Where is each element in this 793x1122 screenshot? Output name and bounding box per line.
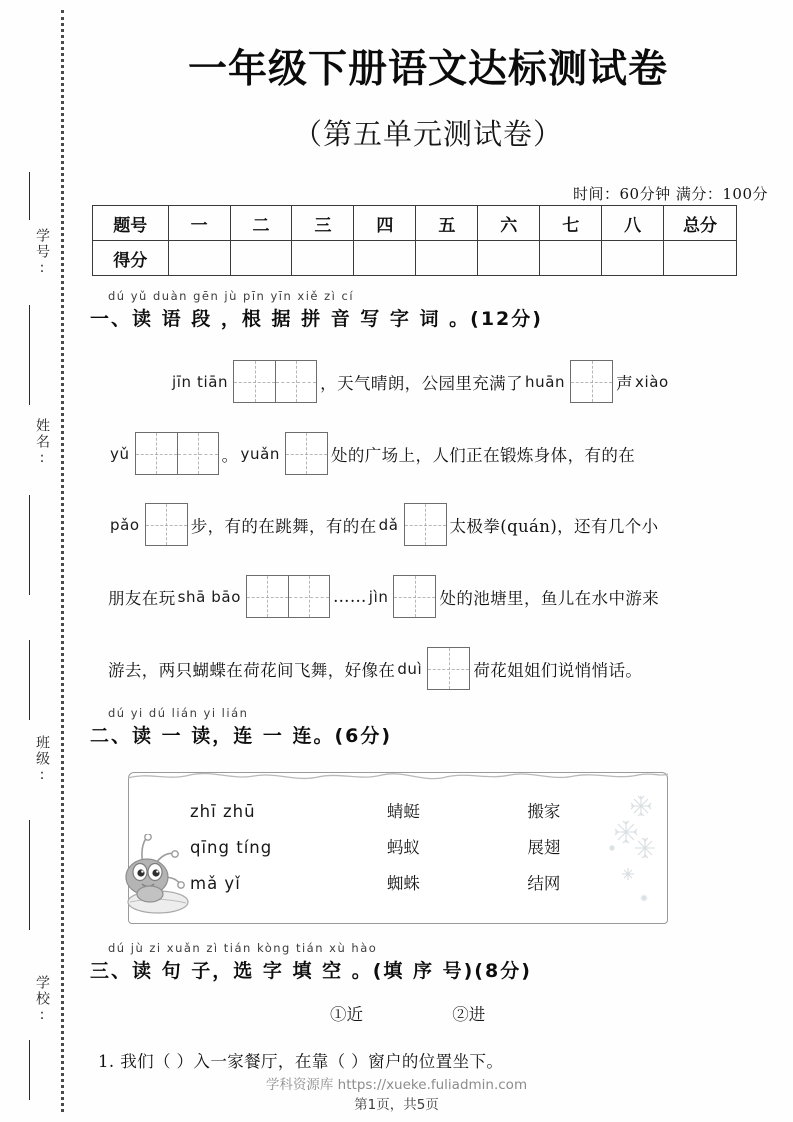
writing-box-cell[interactable] [394,576,435,617]
passage-pinyin: dǎ [378,515,399,534]
passage-text: 朋友在玩 [108,588,176,608]
matching-exercise-box [128,772,668,924]
match-verb-1[interactable]: 搬家 [527,802,561,821]
score-table-body [93,206,737,276]
writing-box-group[interactable] [246,575,330,618]
col-header-3: 三 [292,206,354,241]
score-cell-5[interactable] [416,241,478,276]
score-cell-2[interactable] [230,241,292,276]
margin-strip [0,0,78,1122]
writing-box-cell[interactable] [286,433,327,474]
page-title: 一年级下册语文达标测试卷 [187,47,668,92]
row-label-question-no: 题号 [93,206,169,241]
passage-pinyin: duì [397,659,423,678]
col-header-1: 一 [168,206,230,241]
writing-box-cell[interactable] [275,361,316,402]
torn-paper-edge-icon [128,770,668,784]
score-cell-8[interactable] [602,241,664,276]
section-3-pinyin: dú jù zi xuǎn zì tián kòng tián xù hào [108,941,378,955]
side-field-name: 姓名: [34,418,50,468]
passage-text: 。 [221,445,239,465]
score-cell-total[interactable] [664,241,737,276]
match-word-1[interactable]: 蜻蜓 [386,802,420,821]
passage-text: 游去，两只蝴蝶在荷花间飞舞，好像在 [108,660,396,680]
table-row-question-numbers [93,206,737,241]
matching-columns [128,794,668,902]
exam-meta: 时间：60分钟 满分：100分 [573,185,768,203]
divider-line-3 [29,495,30,595]
writing-box-group[interactable] [233,360,317,403]
score-cell-6[interactable] [478,241,540,276]
side-field-student-id: 学号: [34,228,50,278]
writing-box-cell[interactable] [247,576,288,617]
col-header-5: 五 [416,206,478,241]
match-verb-3[interactable]: 结网 [527,874,561,893]
writing-box-group[interactable] [393,575,436,618]
row-label-score: 得分 [93,241,169,276]
passage-line-3 [108,503,659,546]
section-3-title: 三、读 句 子，选 字 填 空 。(填 序 号)(8分) [90,960,532,982]
section-2-title: 二、读 一 读，连 一 连。(6分) [90,725,393,747]
passage-pinyin: pǎo [110,515,140,534]
divider-line-1 [29,172,30,220]
passage-text: 步，有的在跳舞，有的在 [190,516,377,536]
matching-column-verbs [527,794,668,902]
section-heading-1 [90,289,543,331]
writing-box-cell[interactable] [405,504,446,545]
match-word-3[interactable]: 蜘蛛 [386,874,420,893]
passage-text: …… [332,587,367,606]
divider-line-2 [29,305,30,405]
writing-box-cell[interactable] [571,361,612,402]
passage-line-4 [108,575,659,618]
page-number: 第1页，共5页 [354,1097,439,1113]
col-header-total: 总分 [664,206,737,241]
table-row-scores [93,241,737,276]
passage-line-2 [108,432,635,475]
option-2[interactable]: ②进 [452,1005,486,1024]
divider-line-5 [29,820,30,930]
writing-box-group[interactable] [427,647,470,690]
passage-text: 太极拳(quán)，还有几个小 [449,516,659,536]
section-1-title: 一、读 语 段 ，根 据 拼 音 写 字 词 。(12分) [90,308,543,330]
matching-column-pinyin [128,794,387,902]
watermark-text: 学科资源库 https://xueke.fuliadmin.com [265,1077,528,1093]
passage-text: 处的广场上，人们正在锻炼身体，有的在 [330,445,636,465]
passage-text: ，天气晴朗，公园里充满了 [320,373,523,393]
writing-box-group[interactable] [135,432,219,475]
passage-pinyin: shā bāo [177,587,241,606]
match-verb-2[interactable]: 展翅 [527,838,561,857]
fill-in-question-1[interactable]: 1. 我们（ ）入一家餐厅，在靠（ ）窗户的位置坐下。 [98,1052,504,1071]
passage-line-5 [108,647,642,690]
matching-column-words [387,794,528,902]
passage-pinyin: yuǎn [240,444,280,463]
score-cell-4[interactable] [354,241,416,276]
writing-box-cell[interactable] [428,648,469,689]
col-header-7: 七 [540,206,602,241]
cut-line-dotted [61,10,64,1112]
col-header-2: 二 [230,206,292,241]
section-heading-3 [90,941,532,983]
page-subtitle: （第五单元测试卷） [292,117,563,151]
passage-pinyin: jìn [368,587,389,606]
section-1-pinyin: dú yǔ duàn gēn jù pīn yīn xiě zì cí [108,289,355,303]
divider-line-4 [29,640,30,720]
writing-box-group[interactable] [145,503,188,546]
section-heading-2 [90,706,392,748]
side-field-class: 班级: [34,735,50,785]
writing-box-group[interactable] [285,432,328,475]
passage-text: 荷花姐姐们说悄悄话。 [473,660,643,680]
passage-pinyin: xiào [635,372,669,391]
match-word-2[interactable]: 蚂蚁 [386,838,420,857]
passage-pinyin: huān [524,372,566,391]
writing-box-cell[interactable] [234,361,275,402]
score-cell-7[interactable] [540,241,602,276]
passage-text: 处的池塘里，鱼儿在水中游来 [439,588,660,608]
writing-box-cell[interactable] [288,576,329,617]
side-field-school: 学校: [34,975,50,1025]
writing-box-cell[interactable] [146,504,187,545]
writing-box-cell[interactable] [136,433,177,474]
score-cell-1[interactable] [168,241,230,276]
passage-text: 声 [616,373,634,393]
writing-box-cell[interactable] [177,433,218,474]
match-pinyin-2[interactable]: qīng tíng [190,838,273,857]
passage-pinyin: jīn tiān [172,372,229,391]
col-header-6: 六 [478,206,540,241]
writing-box-group[interactable] [404,503,447,546]
match-pinyin-3[interactable]: mǎ yǐ [190,874,241,893]
section-2-pinyin: dú yi dú lián yi lián [108,706,249,720]
col-header-4: 四 [354,206,416,241]
passage-line-1 [170,360,671,403]
score-table [92,205,737,276]
passage-pinyin: yǔ [110,444,130,463]
col-header-8: 八 [602,206,664,241]
fill-in-options [330,1001,569,1025]
writing-box-group[interactable] [570,360,613,403]
match-pinyin-1[interactable]: zhī zhū [190,802,256,821]
option-1[interactable]: ①近 [330,1005,363,1024]
score-cell-3[interactable] [292,241,354,276]
